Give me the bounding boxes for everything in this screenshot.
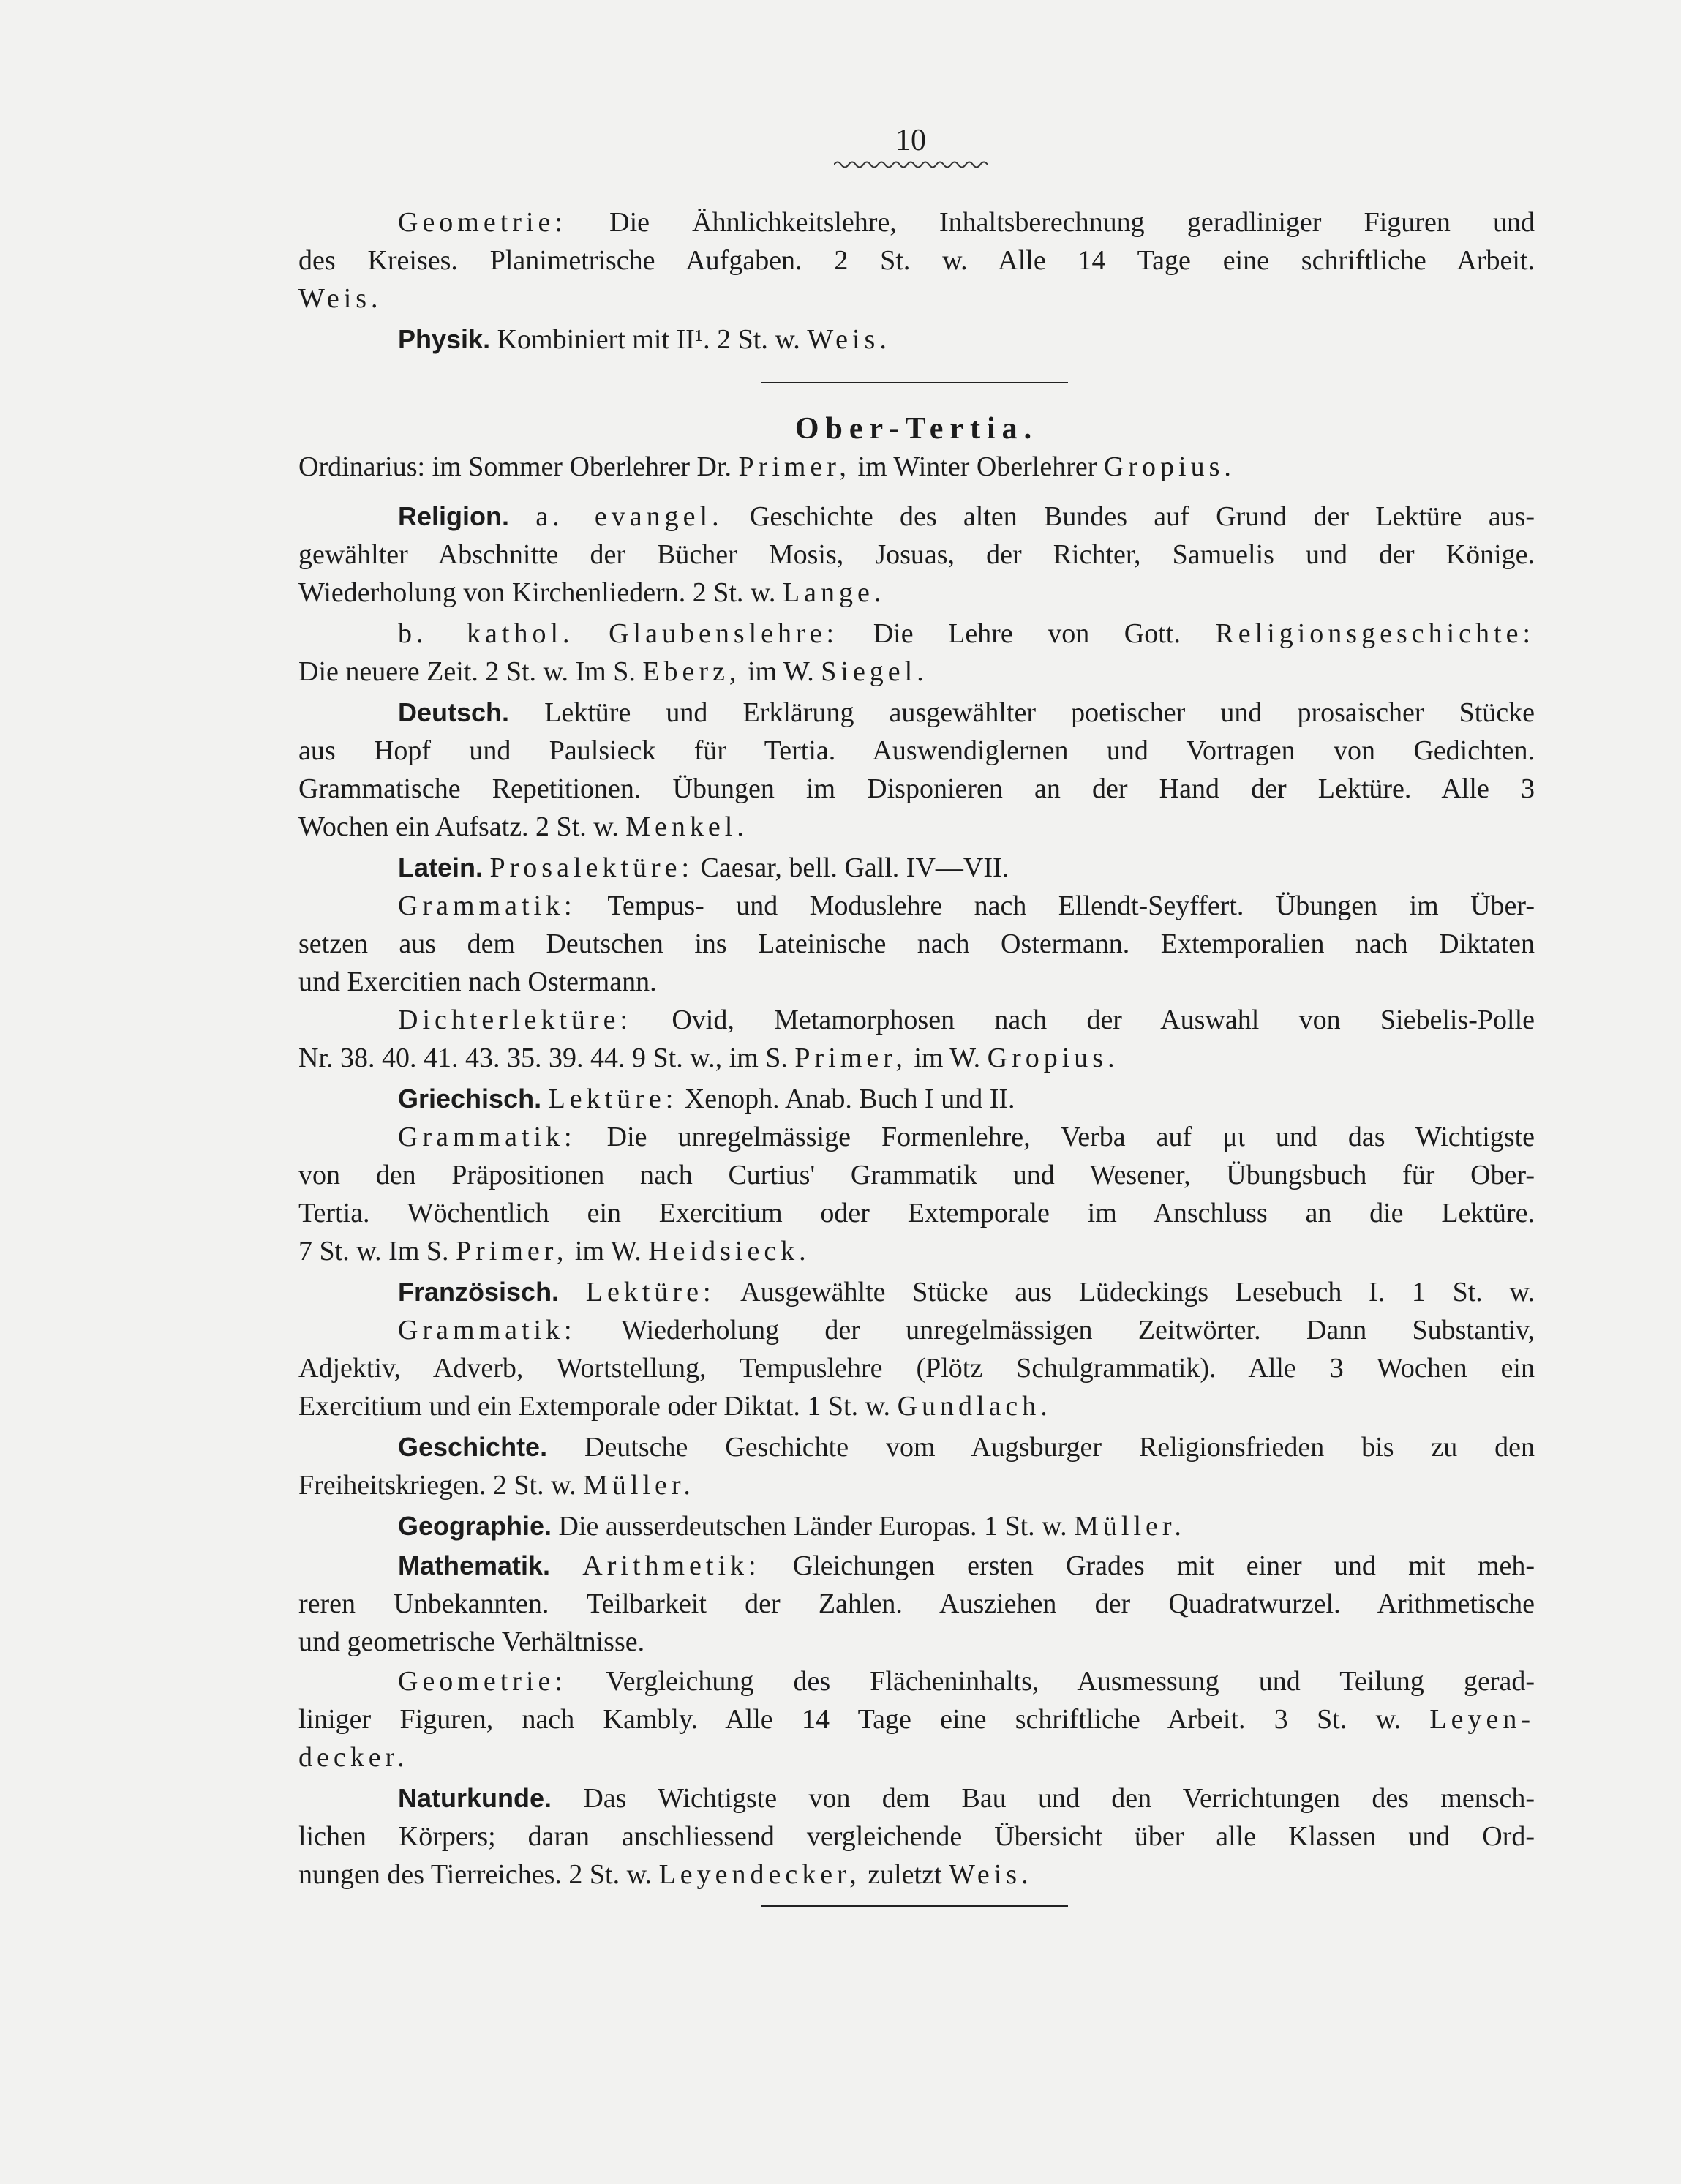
franzoesisch-grammatik-line-3: Exercitium und ein Extemporale oder Diktat. 1 St. w. Gundlach. xyxy=(298,1391,1052,1422)
geographie-line: Geographie. Die ausserdeutschen Länder Europas. 1 St. w. Müller. xyxy=(398,1511,1186,1542)
latein-grammatik-line-1: Grammatik: Tempus- und Moduslehre nach Ellendt-Seyffert. Übungen im Über- xyxy=(398,890,1535,921)
latein-dichter-line-2: Nr. 38. 40. 41. 43. 35. 39. 44. 9 St. w., im S. Primer, im W. Gropius. xyxy=(298,1043,1119,1073)
naturkunde-line-2: lichen Körpers; daran anschliessend vergleichende Übersicht über alle Klassen und Ord- xyxy=(298,1821,1535,1852)
griechisch-grammatik-line-2: von den Präpositionen nach Curtius' Grammatik und Wesener, Übungsbuch für Ober- xyxy=(298,1160,1535,1190)
deutsch-line-1: Deutsch. Lektüre und Erklärung ausgewählter poetischer und prosaischer Stücke xyxy=(398,697,1535,728)
mathematik-geometrie-line-1: Geometrie: Vergleichung des Flächeninhalts, Ausmessung und Teilung gerad- xyxy=(398,1666,1535,1697)
naturkunde-line-1: Naturkunde. Das Wichtigste von dem Bau und den Verrichtungen des mensch- xyxy=(398,1783,1535,1814)
deutsch-line-2: aus Hopf und Paulsieck für Tertia. Auswendiglernen und Vortragen von Gedichten. xyxy=(298,735,1535,766)
religion-line-3: Wiederholung von Kirchenliedern. 2 St. w. Lange. xyxy=(298,577,886,608)
griechisch-grammatik-line-3: Tertia. Wöchentlich ein Exercitium oder Extemporale im Anschluss an die Lektüre. xyxy=(298,1198,1535,1228)
geometrie-line-1: Geometrie: Die Ähnlichkeitslehre, Inhaltsberechnung geradliniger Figuren und xyxy=(398,207,1535,238)
page-number: 10 xyxy=(895,124,926,157)
latein-dichter-line-1: Dichterlektüre: Ovid, Metamorphosen nach der Auswahl von Siebelis-Polle xyxy=(398,1005,1535,1035)
section-title: Ober-Tertia. xyxy=(794,412,1039,446)
physik-line: Physik. Kombiniert mit II¹. 2 St. w. Weis. xyxy=(398,324,891,355)
religion-kathol-line-1: b. kathol. Glaubenslehre: Die Lehre von Gott. Religionsgeschichte: xyxy=(398,618,1535,649)
geschichte-line-2: Freiheitskriegen. 2 St. w. Müller. xyxy=(298,1470,695,1501)
franzoesisch-grammatik-line-2: Adjektiv, Adverb, Wortstellung, Tempuslehre (Plötz Schulgrammatik). Alle 3 Wochen ein xyxy=(298,1353,1535,1384)
mathematik-geometrie-line-2: liniger Figuren, nach Kambly. Alle 14 Tage eine schriftliche Arbeit. 3 St. w. Leyen- xyxy=(298,1704,1535,1735)
ordinarius-line: Ordinarius: im Sommer Oberlehrer Dr. Primer, im Winter Oberlehrer Gropius. xyxy=(298,451,1236,482)
mathematik-line-2: reren Unbekannten. Teilbarkeit der Zahlen. Ausziehen der Quadratwurzel. Arithmetische xyxy=(298,1588,1535,1619)
franzoesisch-grammatik-line-1: Grammatik: Wiederholung der unregelmässigen Zeitwörter. Dann Substantiv, xyxy=(398,1315,1535,1346)
geschichte-line-1: Geschichte. Deutsche Geschichte vom Augsburger Religionsfrieden bis zu den xyxy=(398,1432,1535,1463)
griechisch-grammatik-line-4: 7 St. w. Im S. Primer, im W. Heidsieck. xyxy=(298,1236,811,1267)
religion-line-1: Religion. a. evangel. Geschichte des alten Bundes auf Grund der Lektüre aus- xyxy=(398,501,1535,532)
griechisch-grammatik-line-1: Grammatik: Die unregelmässige Formenlehre, Verba auf μι und das Wichtigste xyxy=(398,1122,1535,1152)
geometrie-line-3: Weis. xyxy=(298,283,383,314)
naturkunde-line-3: nungen des Tierreiches. 2 St. w. Leyendecker, zuletzt Weis. xyxy=(298,1859,1033,1890)
latein-line-1: Latein. Prosalektüre: Caesar, bell. Gall. IV—VII. xyxy=(398,852,1009,883)
religion-kathol-line-2: Die neuere Zeit. 2 St. w. Im S. Eberz, im W. Siegel. xyxy=(298,656,928,687)
deutsch-line-4: Wochen ein Aufsatz. 2 St. w. Menkel. xyxy=(298,811,748,842)
franzoesisch-line-1: Französisch. Lektüre: Ausgewählte Stücke aus Lüdeckings Lesebuch I. 1 St. w. xyxy=(398,1277,1535,1307)
mathematik-line-3: und geometrische Verhältnisse. xyxy=(298,1626,645,1657)
griechisch-line-1: Griechisch. Lektüre: Xenoph. Anab. Buch I und II. xyxy=(398,1084,1015,1114)
latein-grammatik-line-3: und Exercitien nach Ostermann. xyxy=(298,967,657,997)
geometrie-line-2: des Kreises. Planimetrische Aufgaben. 2 St. w. Alle 14 Tage eine schriftliche Arbeit. xyxy=(298,245,1535,276)
latein-grammatik-line-2: setzen aus dem Deutschen ins Lateinische nach Ostermann. Extemporalien nach Diktaten xyxy=(298,928,1535,959)
mathematik-line-1: Mathematik. Arithmetik: Gleichungen ersten Grades mit einer und mit meh- xyxy=(398,1550,1535,1581)
deutsch-line-3: Grammatische Repetitionen. Übungen im Disponieren an der Hand der Lektüre. Alle 3 xyxy=(298,773,1535,804)
section-divider-bottom xyxy=(761,1905,1068,1907)
mathematik-geometrie-line-3: decker. xyxy=(298,1742,409,1773)
religion-line-2: gewählter Abschnitte der Bücher Mosis, Josuas, der Richter, Samuelis und der Könige. xyxy=(298,539,1535,570)
page-number-ornament xyxy=(834,160,988,170)
section-divider-top xyxy=(761,382,1068,383)
